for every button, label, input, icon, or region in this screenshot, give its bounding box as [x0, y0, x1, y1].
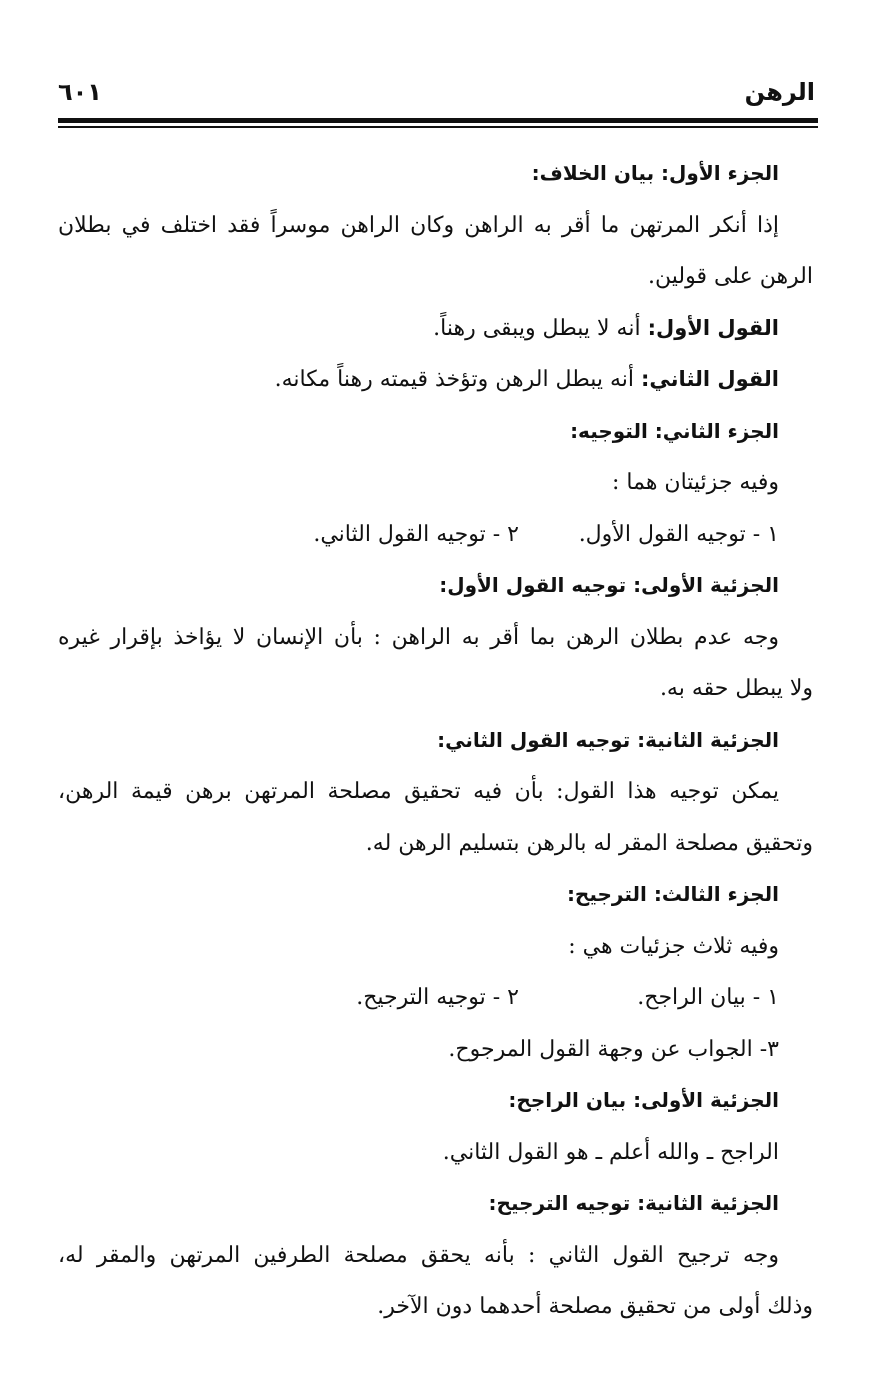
paragraph-line: وفيه جزئيتان هما :	[612, 470, 779, 495]
paragraph-line: وجه عدم بطلان الرهن بما أقر به الراهن : بأن الإنسان لا يؤاخذ بإقرار غيره	[58, 624, 779, 650]
opinion-1-label: القول الأول:	[647, 315, 779, 340]
opinion-2-text: أنه يبطل الرهن وتؤخذ قيمته رهناً مكانه.	[274, 367, 642, 392]
page-number: ٦٠١	[58, 78, 102, 106]
list-item: ٢ - توجيه الترجيح.	[356, 985, 519, 1010]
subsection-heading-2: الجزئية الثانية: توجيه القول الثاني:	[437, 727, 779, 752]
opinion-2	[58, 354, 813, 406]
section-heading-2: الجزء الثاني: التوجيه:	[570, 418, 779, 443]
section-heading-1: الجزء الأول: بيان الخلاف:	[531, 161, 779, 185]
list-item: ٣- الجواب عن وجهة القول المرجوح.	[448, 1036, 779, 1062]
paragraph-line: وفيه ثلاث جزئيات هي :	[568, 933, 779, 959]
opinion-2-label: القول الثاني:	[641, 367, 779, 391]
paragraph-line: وجه ترجيح القول الثاني : بأنه يحقق مصلحة الطرفين المرتهن والمقر له،	[58, 1242, 779, 1268]
header-rule-thin	[58, 126, 818, 128]
subsection-heading-1: الجزئية الأولى: توجيه القول الأول:	[439, 573, 779, 597]
paragraph-line: الراجح ـ والله أعلم ـ هو القول الثاني.	[442, 1139, 779, 1165]
list-row	[58, 509, 813, 561]
paragraph-line: وتحقيق مصلحة المقر له بالرهن بتسليم الرهن له.	[365, 830, 813, 856]
paragraph-line: إذا أنكر المرتهن ما أقر به الراهن وكان الراهن موسراً فقد اختلف في بطلان	[58, 212, 779, 238]
list-item: ١ - بيان الراجح.	[637, 985, 779, 1010]
section-heading-3: الجزء الثالث: الترجيح:	[566, 882, 779, 906]
header-rule-thick	[58, 118, 818, 123]
paragraph-line: يمكن توجيه هذا القول: بأن فيه تحقيق مصلحة المرتهن برهن قيمة الرهن،	[58, 779, 779, 804]
page-body	[58, 148, 813, 1333]
chapter-title: الرهن	[744, 78, 815, 106]
opinion-1-text: أنه لا يبطل ويبقى رهناً.	[433, 315, 648, 341]
list-item: ٢ - توجيه القول الثاني.	[313, 521, 519, 547]
paragraph-line: وذلك أولى من تحقيق مصلحة أحدهما دون الآخر.	[377, 1294, 813, 1319]
opinion-1	[58, 303, 813, 355]
list-item: ١ - توجيه القول الأول.	[578, 521, 779, 547]
paragraph-line: الرهن على قولين.	[648, 264, 813, 289]
subsection-heading-4: الجزئية الثانية: توجيه الترجيح:	[488, 1191, 779, 1215]
list-row	[58, 972, 813, 1024]
paragraph-line: ولا يبطل حقه به.	[659, 676, 813, 701]
running-header	[58, 78, 815, 114]
subsection-heading-3: الجزئية الأولى: بيان الراجح:	[508, 1088, 779, 1112]
